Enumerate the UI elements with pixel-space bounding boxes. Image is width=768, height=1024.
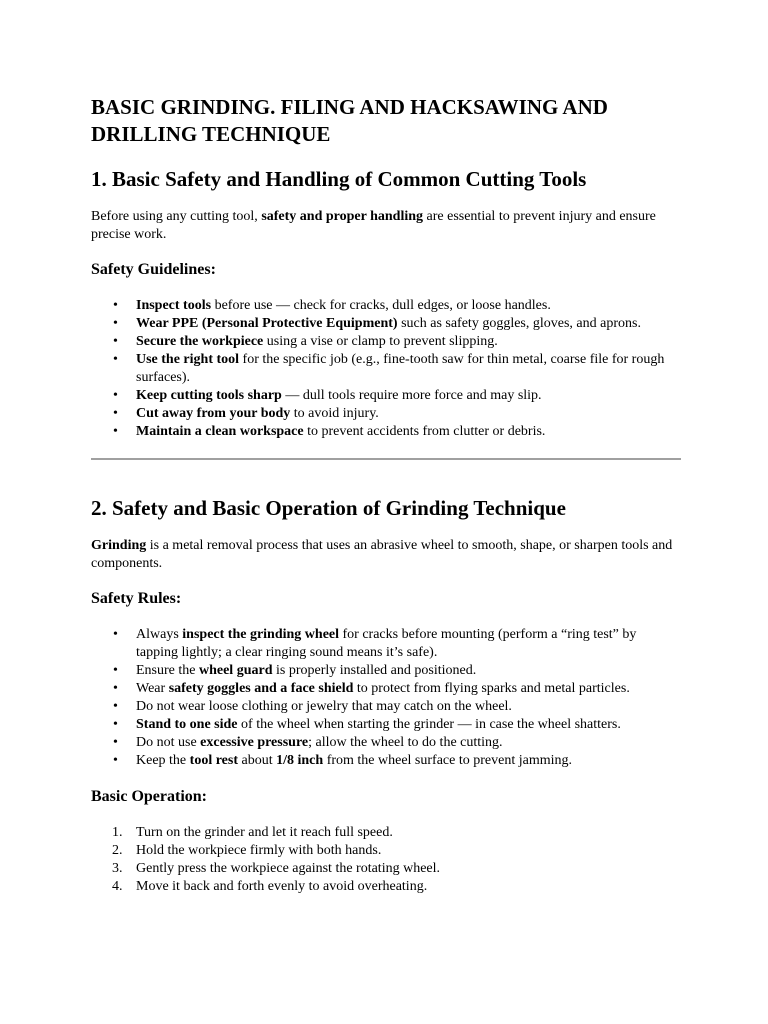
item-bold: Maintain a clean workspace — [136, 424, 304, 439]
list-item — [91, 423, 681, 441]
item-text: Ensure the — [136, 663, 199, 678]
item-bold: Keep cutting tools sharp — [136, 388, 282, 403]
list-item — [91, 333, 681, 351]
item-text: Keep the — [136, 753, 190, 768]
item-text: such as safety goggles, gloves, and aprons. — [397, 316, 641, 331]
list-item — [91, 860, 681, 878]
safety-rules-list — [91, 626, 681, 770]
item-bold: inspect the grinding wheel — [182, 627, 340, 642]
item-text-end: is properly installed and positioned. — [272, 663, 477, 678]
item-text: for the specific job (e.g., fine-tooth saw for thin metal, coarse file for rough surfaces). — [136, 352, 665, 385]
item-text-end: ; allow the wheel to do the cutting. — [308, 735, 503, 750]
item-text: Always — [136, 627, 183, 642]
item-text-end: for cracks before mounting (perform a “ring test” by tapping lightly; a clear ringing sound means it’s safe). — [136, 627, 637, 660]
step-number: 1. — [112, 825, 123, 840]
step-text: Move it back and forth evenly to avoid overheating. — [136, 879, 428, 894]
item-text: Do not use — [136, 735, 201, 750]
item-bold: tool rest — [189, 753, 238, 768]
section-1-heading: 1. Basic Safety and Handling of Common Cutting Tools — [91, 167, 587, 191]
safety-guidelines-list — [91, 297, 681, 441]
list-item — [91, 315, 681, 333]
safety-guidelines-heading: Safety Guidelines: — [91, 261, 216, 278]
list-item — [91, 752, 681, 770]
basic-operation-list — [91, 824, 681, 896]
step-number: 4. — [112, 879, 123, 894]
item-bold: Secure the workpiece — [136, 334, 264, 349]
list-item — [91, 351, 681, 387]
item-bold: Stand to one side — [136, 717, 238, 732]
step-number: 2. — [112, 843, 123, 858]
item-text: to avoid injury. — [290, 406, 379, 421]
list-item — [91, 878, 681, 896]
item-bold: excessive pressure — [200, 735, 309, 750]
item-text-end: from the wheel surface to prevent jamming. — [323, 753, 572, 768]
list-item — [91, 824, 681, 842]
item-bold: wheel guard — [198, 663, 273, 678]
safety-rules-heading: Safety Rules: — [91, 590, 182, 607]
list-item — [91, 698, 681, 716]
list-item — [91, 680, 681, 698]
list-item — [91, 716, 681, 734]
section-1-intro — [91, 208, 681, 244]
intro-text: is a metal removal process that uses an abrasive wheel to smooth, shape, or sharpen tools and components. — [91, 538, 673, 571]
item-text: Wear — [136, 681, 169, 696]
list-item — [91, 662, 681, 680]
step-text: Hold the workpiece firmly with both hands. — [136, 843, 382, 858]
intro-text-end: are essential to prevent injury and ensure precise work. — [91, 209, 656, 242]
list-item — [91, 387, 681, 405]
step-number: 3. — [112, 861, 123, 876]
intro-text: Before using any cutting tool, — [91, 209, 262, 224]
list-item — [91, 734, 681, 752]
item-bold: safety goggles and a face shield — [168, 681, 354, 696]
item-text: — dull tools require more force and may slip. — [281, 388, 542, 403]
list-item — [91, 842, 681, 860]
intro-bold-text: safety and proper handling — [261, 209, 424, 224]
step-text: Gently press the workpiece against the rotating wheel. — [136, 861, 441, 876]
item-text: before use — check for cracks, dull edges, or loose handles. — [211, 298, 551, 313]
section-2-heading: 2. Safety and Basic Operation of Grinding Technique — [91, 496, 566, 520]
item-text: Do not wear loose clothing or jewelry that may catch on the wheel. — [136, 699, 512, 714]
step-text: Turn on the grinder and let it reach full speed. — [136, 825, 393, 840]
list-item — [91, 626, 681, 662]
document-page — [91, 94, 681, 896]
item-text-mid: about — [238, 753, 277, 768]
section-2-intro — [91, 537, 681, 573]
item-bold: Inspect tools — [136, 298, 212, 313]
item-bold: Wear PPE (Personal Protective Equipment) — [136, 316, 398, 331]
list-item — [91, 297, 681, 315]
document-title: BASIC GRINDING. FILING AND HACKSAWING AND DRILLING TECHNIQUE — [91, 95, 608, 146]
item-text-end: to protect from flying sparks and metal particles. — [353, 681, 630, 696]
item-bold-measure: 1/8 inch — [276, 753, 324, 768]
item-bold: Cut away from your body — [136, 406, 291, 421]
item-text-end: of the wheel when starting the grinder — in case the wheel shatters. — [237, 717, 621, 732]
item-text: using a vise or clamp to prevent slipping. — [263, 334, 498, 349]
item-bold: Use the right tool — [136, 352, 240, 367]
item-text: to prevent accidents from clutter or debris. — [303, 424, 546, 439]
list-item — [91, 405, 681, 423]
intro-bold-text: Grinding — [91, 538, 147, 553]
basic-operation-heading: Basic Operation: — [91, 788, 207, 805]
